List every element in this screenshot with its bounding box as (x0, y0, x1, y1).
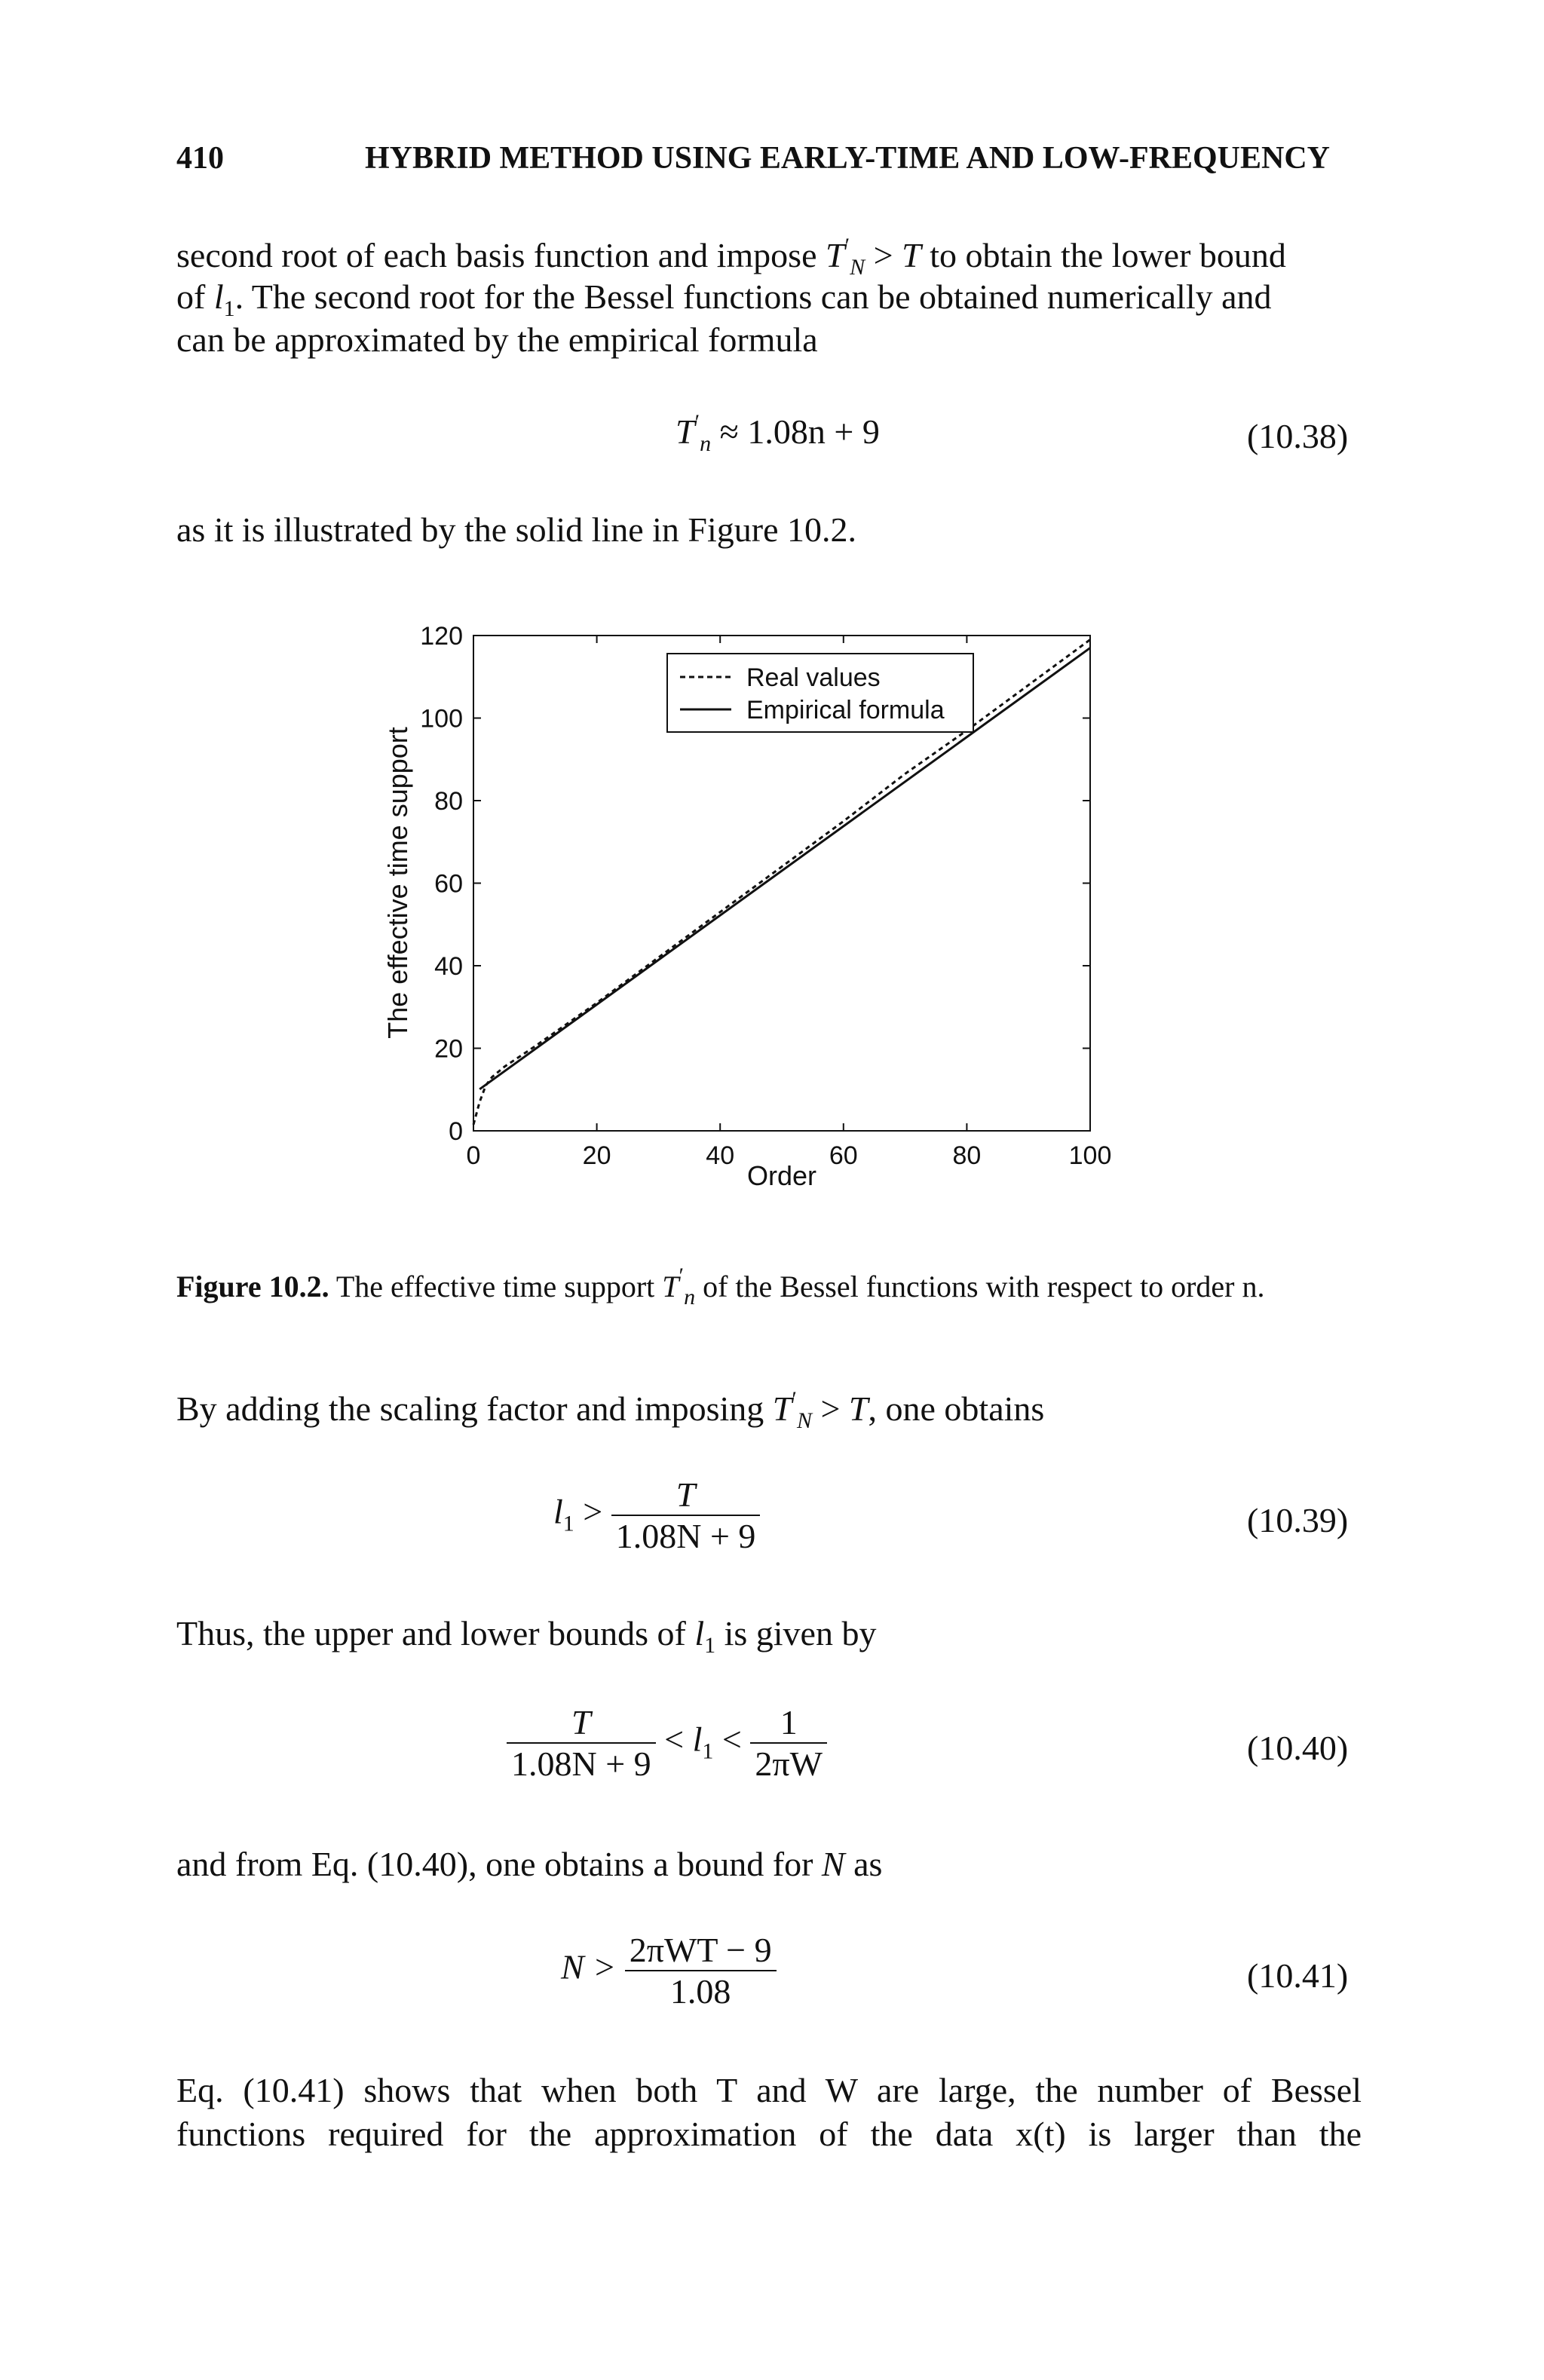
x-tick-label-1: 20 (582, 1141, 611, 1170)
para6 (176, 2069, 1362, 2156)
figure-10-2-chart (332, 611, 1176, 1214)
y-tick-label-2: 40 (434, 952, 463, 981)
para1-line2: of $l_1$. The second root for the Bessel functions can be obtained numerically and (176, 277, 1272, 321)
y-tick-label-6: 120 (420, 622, 463, 651)
equation-10-40: $\frac{T}{1.08N + 9}$ < $l_1$ < $\frac{1}{2\pi W}$ (507, 1702, 827, 1784)
equation-10-41: N > $\frac{\text{2πWT − 9}}{1.08}$ (561, 1930, 777, 2011)
equation-number-10-41: (10.41) (1247, 1956, 1349, 1995)
page-number: 410 (176, 141, 224, 176)
figure-caption: Figure 10.2. The effective time support $T'_n$ of the Bessel functions with respect to order n. (176, 1264, 1265, 1309)
x-axis-label: Order (746, 1160, 817, 1191)
legend-empirical-formula: Empirical formula (746, 696, 945, 724)
equation-number-10-38: (10.38) (1247, 417, 1349, 455)
x-tick-label-2: 40 (706, 1141, 735, 1170)
y-tick-label-3: 60 (434, 869, 463, 899)
y-axis-label: The effective time support (382, 727, 413, 1039)
para6-line1: Eq. (10.41) shows that when both T and W are large, the number of Bessel (176, 2071, 1362, 2109)
para5: and from Eq. (10.40), one obtains a bound for N as (176, 1845, 883, 1883)
y-tick-label-0: 0 (449, 1117, 463, 1146)
equation-10-38: $T'_n \approx 1.08n + 9$ (676, 410, 880, 456)
para2: as it is illustrated by the solid line in Figure 10.2. (176, 510, 857, 549)
para1-line3: can be approximated by the empirical formula (176, 320, 818, 359)
legend (667, 654, 973, 732)
header-title: HYBRID METHOD USING EARLY-TIME AND LOW-FREQUENCY (365, 141, 1330, 176)
para3: By adding the scaling factor and imposing $T'_N > T$, one obtains (176, 1387, 1045, 1433)
equation-number-10-40: (10.40) (1247, 1729, 1349, 1767)
para4: Thus, the upper and lower bounds of $l_1$ is given by (176, 1614, 877, 1658)
legend-real-values: Real values (746, 663, 881, 692)
x-tick-label-4: 80 (952, 1141, 982, 1170)
y-tick-label-1: 20 (434, 1034, 463, 1064)
equation-10-39: $l_1$ > $\frac{T}{1.08N + 9}$ (553, 1475, 760, 1556)
para6-line2: functions required for the approximation of the data x(t) is larger than the (176, 2115, 1362, 2153)
equation-number-10-39: (10.39) (1247, 1501, 1349, 1539)
x-tick-label-3: 60 (829, 1141, 858, 1170)
y-tick-label-5: 100 (420, 704, 463, 734)
y-tick-label-4: 80 (434, 787, 463, 816)
x-tick-label-0: 0 (466, 1141, 481, 1170)
para1-line1: second root of each basis function and impose $T'_N > T$ to obtain the lower bound (176, 234, 1286, 280)
x-tick-label-5: 100 (1068, 1141, 1112, 1170)
